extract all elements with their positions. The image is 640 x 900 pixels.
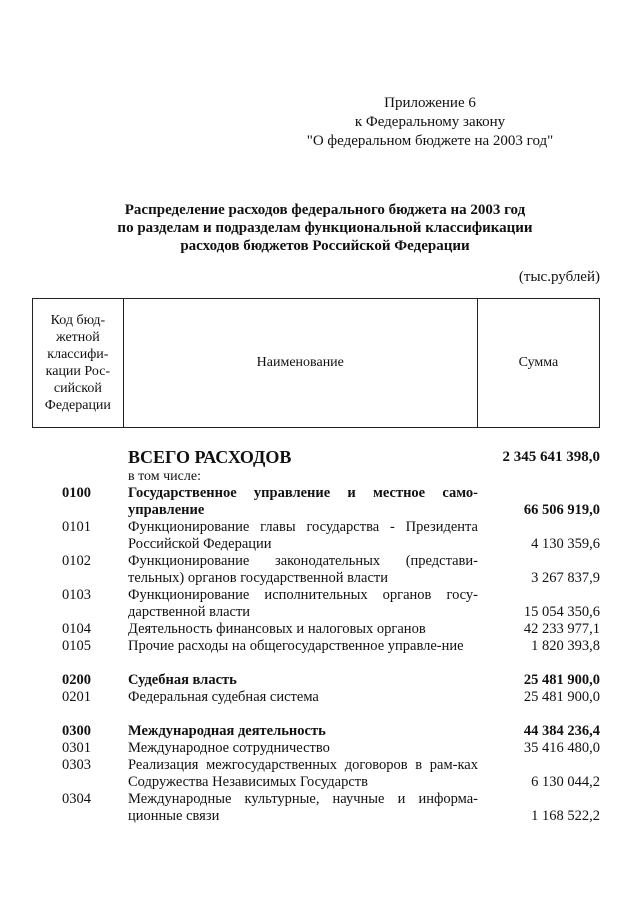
row-name: Международное сотрудничество: [128, 740, 330, 756]
subsection-row: [32, 638, 600, 655]
row-code: 0101: [62, 519, 91, 535]
header-code-line: классифи-: [47, 347, 109, 362]
row-amount: 3 267 837,9: [531, 570, 600, 586]
row-name: Федеральная судебная система: [128, 689, 319, 705]
row-code: 0201: [62, 689, 91, 705]
row-name: Международные культурные, научные и информа-ционные связи: [128, 791, 478, 824]
row-amount: 66 506 919,0: [523, 502, 600, 518]
row-name: Функционирование законодательных (представи-тельных) органов государственной власти: [128, 553, 478, 586]
row-name: Государственное управление и местное само-управление: [128, 485, 478, 518]
row-amount: 25 481 900,0: [523, 672, 600, 688]
header-code-cell: [33, 299, 124, 428]
row-amount: 25 481 900,0: [523, 689, 600, 705]
section-gap: [32, 655, 600, 672]
total-row: [32, 446, 600, 468]
section-row: [32, 672, 600, 689]
subsection-row: [32, 587, 600, 621]
row-code: 0300: [62, 723, 91, 739]
total-amount: 2 345 641 398,0: [502, 449, 600, 465]
header-code-line: жетной: [55, 330, 100, 345]
title-line-3: расходов бюджетов Российской Федерации: [180, 238, 470, 254]
row-name: Функционирование исполнительных органов госу-дарственной власти: [128, 587, 478, 620]
row-amount: 35 416 480,0: [523, 740, 600, 756]
title-line-1: Распределение расходов федерального бюджета на 2003 год: [124, 202, 526, 218]
header-name-cell: Наименование: [123, 299, 477, 428]
row-code: 0105: [62, 638, 91, 654]
subsection-row: [32, 553, 600, 587]
title-line-2: по разделам и подразделам функциональной классификации: [117, 220, 533, 236]
row-amount: 1 820 393,8: [531, 638, 600, 654]
row-name: Реализация межгосударственных договоров в рам-ках Содружества Независимых Государств: [128, 757, 478, 790]
row-code: 0100: [62, 485, 91, 501]
section-gap: [32, 706, 600, 723]
row-code: 0104: [62, 621, 91, 637]
row-amount: 42 233 977,1: [523, 621, 600, 637]
subsection-row: [32, 757, 600, 791]
subsection-row: [32, 740, 600, 757]
including-label: в том числе:: [128, 469, 201, 484]
section-row: [32, 723, 600, 740]
row-name: Судебная власть: [128, 672, 237, 688]
header-code-line: Федерации: [44, 398, 111, 413]
appendix-law-title: "О федеральном бюджете на 2003 год": [306, 133, 554, 149]
subsection-row: [32, 689, 600, 706]
row-code: 0102: [62, 553, 91, 569]
section-row: [32, 485, 600, 519]
header-code-line: кации Рос-: [45, 364, 111, 379]
row-code: 0200: [62, 672, 91, 688]
row-amount: 15 054 350,6: [523, 604, 600, 620]
appendix-reference: [300, 94, 560, 151]
subsection-row: [32, 519, 600, 553]
row-code: 0301: [62, 740, 91, 756]
row-name: Международная деятельность: [128, 723, 326, 739]
subsection-row: [32, 621, 600, 638]
subsection-row: [32, 791, 600, 825]
header-sum-cell: Сумма: [477, 299, 599, 428]
row-name: Деятельность финансовых и налоговых органов: [128, 621, 426, 637]
row-code: 0304: [62, 791, 91, 807]
row-code: 0103: [62, 587, 91, 603]
row-name: Прочие расходы на общегосударственное управле-ние: [128, 638, 464, 654]
document-title: [60, 201, 590, 255]
row-amount: 44 384 236,4: [523, 723, 600, 739]
appendix-law: к Федеральному закону: [354, 114, 506, 130]
row-code: 0303: [62, 757, 91, 773]
row-amount: 6 130 044,2: [531, 774, 600, 790]
header-code-line: Код бюд-: [50, 313, 106, 328]
including-row: [32, 468, 600, 485]
header-code-line: сийской: [53, 381, 102, 396]
total-label: ВСЕГО РАСХОДОВ: [128, 447, 292, 467]
appendix-number: Приложение 6: [384, 95, 476, 111]
row-amount: 1 168 522,2: [531, 808, 600, 824]
units-label: (тыс.рублей): [518, 269, 600, 285]
table-header: [32, 298, 600, 428]
budget-rows: [32, 446, 600, 825]
row-amount: 4 130 359,6: [531, 536, 600, 552]
row-name: Функционирование главы государства - Президента Российской Федерации: [128, 519, 478, 552]
